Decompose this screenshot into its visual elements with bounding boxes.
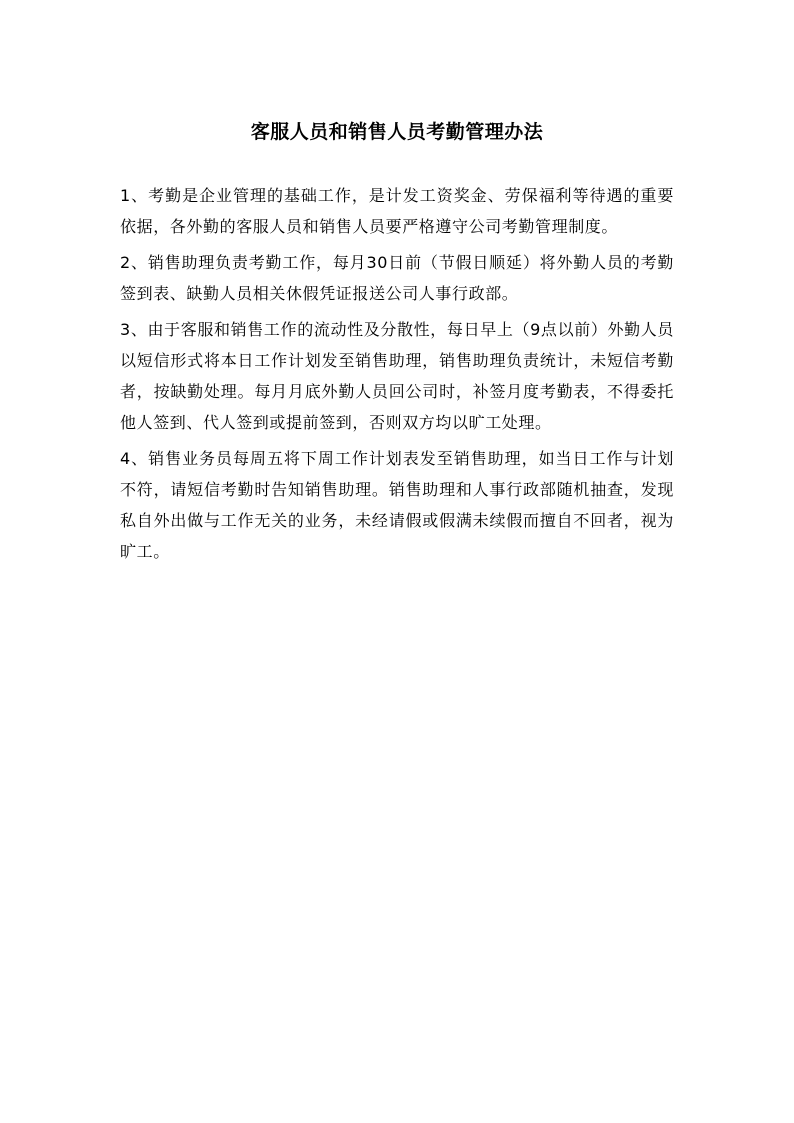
paragraph-2: 2、销售助理负责考勤工作，每月30日前（节假日顺延）将外勤人员的考勤签到表、缺勤人员相关休假凭证报送公司人事行政部。 (120, 253, 674, 303)
paragraph-4: 4、销售业务员每周五将下周工作计划表发至销售助理，如当日工作与计划不符，请短信考勤时告知销售助理。销售助理和人事行政部随机抽查，发现私自外出做与工作无关的业务，未经请假或假满未续假而擅自不回者，视为旷工。 (120, 449, 674, 561)
paragraph-3: 3、由于客服和销售工作的流动性及分散性，每日早上（9点以前）外勤人员以短信形式将本日工作计划发至销售助理，销售助理负责统计，未短信考勤者，按缺勤处理。每月月底外勤人员回公司时，补签月度考勤表，不得委托他人签到、代人签到或提前签到，否则双方均以旷工处理。 (120, 320, 674, 432)
paragraph-1: 1、考勤是企业管理的基础工作，是计发工资奖金、劳保福利等待遇的重要依据，各外勤的客服人员和销售人员要严格遵守公司考勤管理制度。 (120, 186, 674, 236)
document-body (120, 180, 674, 572)
document-title: 客服人员和销售人员考勤管理办法 (250, 121, 544, 143)
